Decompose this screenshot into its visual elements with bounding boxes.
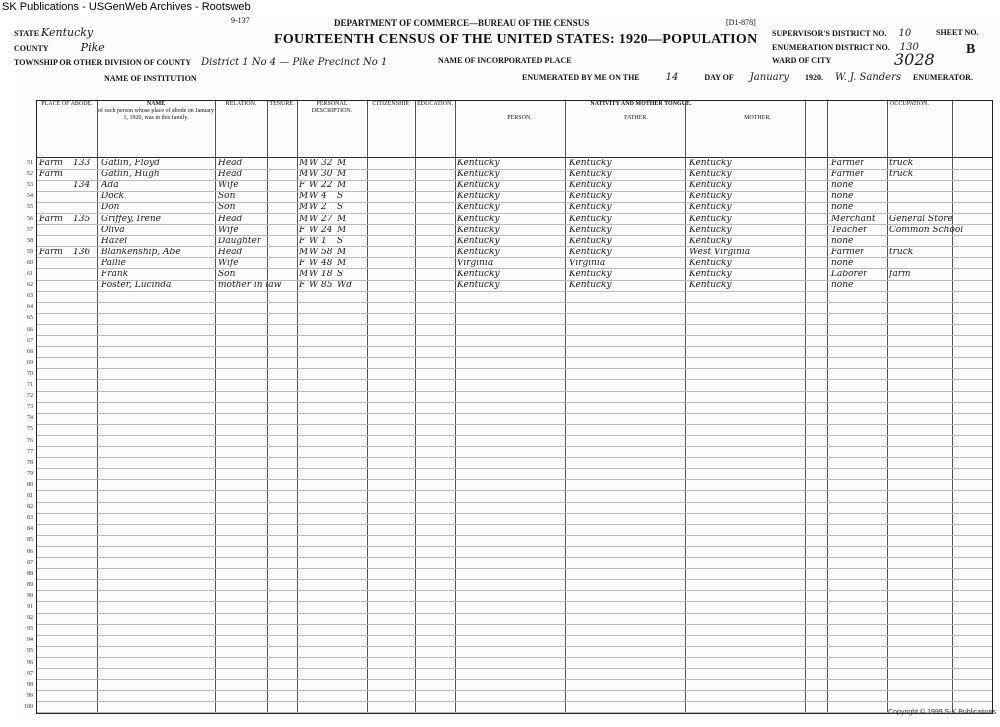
cell-occ: Merchant [831,214,876,224]
line-number: 98 [27,681,33,688]
col-personal-description: PERSONAL DESCRIPTION. [297,101,368,157]
cell-age: 2 [321,203,327,213]
day-of-label: DAY OF [704,73,734,82]
line-number: 58 [27,237,33,244]
line-number: 66 [27,326,33,333]
line-number: 69 [27,359,33,366]
cell-fbirth: Kentucky [569,270,612,279]
line-number: 81 [27,493,33,499]
line-number: 73 [27,404,33,411]
cell-sex: M [299,159,309,168]
cell-name: Dock [101,192,125,202]
table-row-empty [27,370,992,381]
cell-rel: Head [218,170,243,180]
page-title: FOURTEENTH CENSUS OF THE UNITED STATES: 1920—POPULATION [274,32,758,47]
line-number: 70 [27,370,33,377]
col-education: EDUCATION. [415,101,456,157]
enumerated-label: ENUMERATED BY ME ON THE [522,73,640,82]
table-row-empty [27,448,992,459]
cell-name: Gatlin, Hugh [101,170,160,180]
name-header-text: of each person whose place of abode on January 1, 1920, was in this family. [98,108,214,121]
cell-mbirth: Kentucky [689,181,732,191]
cell-name: Ada [101,181,119,191]
line-number: 51 [27,160,33,166]
line-number: 93 [27,626,33,633]
line-number: 71 [27,382,33,388]
line-number: 67 [27,337,33,344]
cell-fbirth: Kentucky [569,236,612,246]
cell-name: Hazel [101,236,128,246]
cell-birth: Kentucky [457,159,500,168]
line-number: 52 [27,171,33,178]
cell-occ: none [831,236,854,246]
year-label: 1920. [805,73,824,82]
cell-race: W [309,203,319,213]
line-number: 88 [27,570,33,577]
cell-sex: F [299,225,306,235]
table-row-empty [27,326,992,337]
line-number: 97 [27,670,33,677]
supervisor-label: SUPERVISOR'S DISTRICT NO. [772,29,887,38]
cell-race: W [309,170,319,180]
cell-race: W [309,225,319,235]
cell-age: 22 [321,181,333,191]
cell-age: 1 [321,236,327,246]
state-value: Kentucky [41,26,94,39]
line-number: 55 [27,204,33,211]
cell-rel: Wife [218,225,239,235]
col-tenure: TENURE. [267,101,298,157]
line-number: 53 [27,182,33,189]
table-row-empty [27,614,992,625]
cell-rel: mother in law [218,281,282,291]
cell-mar: M [337,214,347,224]
cell-sex: M [299,247,309,257]
cell-rel: Head [218,247,243,257]
table-row [27,236,992,248]
line-number: 74 [27,415,33,422]
cell-dwelling: Farm [39,214,63,224]
cell-name: Frank [101,270,129,279]
table-row-empty [27,659,992,670]
county-label: COUNTY [14,44,49,53]
cell-mar: M [337,170,347,180]
township-label: TOWNSHIP OR OTHER DIVISION OF COUNTY [14,58,192,67]
table-row-empty [27,536,992,547]
cell-name: Pallie [101,258,126,268]
cell-age: 4 [321,192,327,202]
table-row-empty [27,636,992,647]
table-row [27,214,992,226]
cell-occ: Farmer [831,170,865,180]
sheet-label: SHEET NO. [936,28,979,37]
cell-occ: Farmer [831,159,865,168]
table-row [27,203,992,214]
line-number: 63 [27,293,33,300]
cell-birth: Kentucky [457,236,500,246]
sub-person: PERSON. [507,115,532,121]
cell-mbirth: Kentucky [689,270,732,279]
table-row-empty [27,514,992,525]
cell-fbirth: Kentucky [569,170,612,180]
cell-ind: truck [889,170,914,180]
line-number: 83 [27,515,33,522]
cell-fbirth: Kentucky [569,247,612,257]
table-row-empty [27,381,992,392]
cell-age: 27 [321,214,333,224]
cell-age: 58 [321,247,333,257]
cell-sex: M [299,170,309,180]
cell-rel: Son [218,192,236,202]
cell-mbirth: Kentucky [689,203,732,213]
cell-race: W [309,281,319,291]
table-row-empty [27,359,992,370]
table-row [27,192,992,203]
cell-age: 85 [321,281,333,291]
form-number: 9-137 [231,16,250,25]
cell-mar: S [337,236,344,246]
line-number: 91 [27,604,33,610]
cell-race: W [309,214,319,224]
line-number: 62 [27,282,33,289]
table-row-empty [27,559,992,570]
table-row-empty [27,425,992,436]
cell-occ: none [831,258,854,268]
cell-race: W [309,236,319,246]
cell-name: Oliva [101,225,125,235]
line-number: 68 [27,348,33,355]
line-number: 82 [27,504,33,511]
cell-fbirth: Kentucky [569,181,612,191]
line-number: 89 [27,581,33,588]
col-place-of-abode: PLACE OF ABODE. [37,101,98,157]
supervisor-value: 10 [898,28,912,39]
line-number: 56 [27,215,33,222]
table-row-empty [27,681,992,692]
line-number: 59 [27,248,33,255]
table-row [27,170,992,181]
state-label: STATE [14,29,40,38]
cell-age: 48 [321,258,333,268]
cell-sex: F [299,181,306,191]
cell-occ: none [831,281,854,291]
cell-mbirth: Kentucky [689,225,732,235]
enumerator-label: ENUMERATOR. [913,73,973,82]
col-citizenship: CITIZENSHIP. [367,101,416,157]
table-row-empty [27,414,992,425]
line-number: 94 [27,637,33,644]
table-row-empty [27,437,992,448]
line-number: 57 [27,226,33,233]
cell-dwelling: Farm [39,159,63,168]
cell-ind: truck [889,159,914,168]
col-nativity: NATIVITY AND MOTHER TONGUE. PERSON. FATHER. MOTHER. [455,101,828,157]
archive-banner: SK Publications - USGenWeb Archives - Rootsweb [2,1,251,13]
cell-fbirth: Kentucky [569,203,612,213]
cell-sex: F [299,236,306,246]
cell-ind: Common School [889,225,964,235]
census-sheet [14,14,1000,718]
cell-birth: Kentucky [457,181,500,191]
cell-sex: M [299,192,309,202]
cell-mar: S [337,192,344,202]
table-row-empty [27,525,992,536]
table-row-empty [27,503,992,514]
cell-birth: Kentucky [457,225,500,235]
form-code: [D1-878] [726,18,756,27]
table-row-empty [27,481,992,492]
cell-fam: 136 [73,247,91,257]
table-row-empty [27,314,992,325]
department-heading: DEPARTMENT OF COMMERCE—BUREAU OF THE CENSUS [334,18,590,28]
institution-label: NAME OF INSTITUTION [104,74,197,83]
cell-birth: Virginia [457,258,494,268]
cell-sex: F [299,258,306,268]
cell-mar: M [337,181,347,191]
cell-name: Griffey, Irene [101,214,161,224]
cell-rel: Wife [218,181,239,191]
cell-birth: Kentucky [457,192,500,202]
cell-race: W [309,192,319,202]
col-relation: RELATION. [215,101,268,157]
table-row-empty [27,647,992,658]
cell-name: Don [101,203,120,213]
cell-mar: Wd [337,281,353,291]
table-row-empty [27,548,992,559]
line-number: 80 [27,481,33,488]
line-number: 61 [27,271,33,277]
cell-name: Gatlin, Floyd [101,159,160,168]
line-number: 78 [27,459,33,466]
table-row [27,281,992,292]
line-number: 100 [24,703,33,710]
cell-race: W [309,181,319,191]
ward-label: WARD OF CITY [772,56,832,65]
cell-birth: Kentucky [457,281,500,291]
cell-fbirth: Kentucky [569,159,612,168]
cell-mar: M [337,225,347,235]
copyright-notice: Copyright © 1999 S-K Publications [888,709,996,716]
line-number: 65 [27,315,33,322]
sub-father: FATHER. [624,115,648,121]
line-number: 72 [27,393,33,400]
cell-mar: M [337,159,347,168]
cell-rel: Head [218,214,243,224]
cell-dwelling: Farm [39,170,63,180]
line-number: 75 [27,426,33,433]
cell-mbirth: West Virginia [689,247,751,257]
cell-birth: Kentucky [457,214,500,224]
cell-occ: none [831,192,854,202]
cell-ind: farm [889,270,911,279]
cell-race: W [309,247,319,257]
cell-sex: F [299,281,306,291]
cell-fbirth: Kentucky [569,281,612,291]
table-row-empty [27,692,992,703]
cell-birth: Kentucky [457,203,500,213]
table-row [27,258,992,270]
cell-name: Blankenship, Abe [101,247,181,257]
cell-mar: M [337,247,347,257]
table-row-empty [27,603,992,614]
table-row-empty [24,703,992,714]
cell-fam: 133 [73,159,91,168]
cell-age: 18 [321,270,333,279]
cell-dwelling: Farm [39,247,63,257]
table-row-empty [27,292,992,303]
cell-occ: none [831,181,854,191]
cell-race: W [309,159,319,168]
table-row-empty [27,625,992,636]
cell-age: 30 [321,170,333,180]
cell-fbirth: Virginia [569,258,606,268]
line-number: 90 [27,592,33,599]
cell-occ: Farmer [831,247,865,257]
enumeration-value: 130 [899,42,919,53]
cell-mbirth: Kentucky [689,170,732,180]
table-row-empty [27,470,992,481]
cell-occ: none [831,203,854,213]
county-value: Pike [80,41,105,54]
cell-race: W [309,258,319,268]
cell-rel: Son [218,270,236,279]
cell-mar: S [337,270,344,279]
col-name: NAME of each person whose place of abode on January 1, 1920, was in this family. [97,101,216,157]
cell-birth: Kentucky [457,247,500,257]
cell-rel: Daughter [218,236,262,246]
cell-birth: Kentucky [457,170,500,180]
township-value: District 1 No 4 — Pike Precinct No 1 [201,57,388,68]
cell-occ: Teacher [831,225,868,235]
table-row [27,159,992,170]
enumeration-day: 14 [665,72,679,83]
cell-race: W [309,270,319,279]
table-row-empty [27,392,992,403]
cell-mbirth: Kentucky [689,192,732,202]
line-number: 99 [27,692,33,699]
cell-mbirth: Kentucky [689,258,732,268]
table-row-empty [27,348,992,359]
line-number: 60 [27,259,33,266]
cell-mbirth: Kentucky [689,159,732,168]
cell-rel: Son [218,203,236,213]
line-number: 95 [27,648,33,655]
table-row [27,270,992,281]
table-row [27,247,992,259]
cell-age: 32 [321,159,333,168]
table-row-empty [27,670,992,681]
cell-sex: M [299,214,309,224]
cell-ind: General Store [889,214,953,224]
line-number: 85 [27,537,33,544]
cell-ind: truck [889,247,914,257]
cell-rel: Head [218,159,243,168]
line-number: 77 [27,448,33,455]
cell-mbirth: Kentucky [689,236,732,246]
cell-fam: 135 [73,214,91,224]
table-row [27,181,992,192]
table-row-empty [27,581,992,592]
census-table [24,100,993,714]
line-number: 76 [27,437,33,444]
line-number: 79 [27,470,33,477]
table-row-empty [27,492,992,503]
table-row-empty [27,570,992,581]
table-row-empty [27,459,992,470]
line-number: 84 [27,526,33,533]
cell-fam: 134 [73,181,91,191]
table-row-empty [27,303,992,314]
cell-fbirth: Kentucky [569,214,612,224]
cell-occ: Laborer [831,270,868,279]
sheet-value: 3028 [894,50,935,69]
cell-rel: Wife [218,258,239,268]
cell-fbirth: Kentucky [569,225,612,235]
line-number: 92 [27,615,33,622]
cell-birth: Kentucky [457,270,500,279]
cell-mbirth: Kentucky [689,281,732,291]
line-number: 86 [27,548,33,555]
sub-mother: MOTHER. [744,115,771,121]
line-number: 96 [27,659,33,666]
enumerator-name: W. J. Sanders [835,72,902,83]
cell-mbirth: Kentucky [689,214,732,224]
cell-mar: M [337,258,347,268]
table-row [27,225,992,237]
incorporated-label: NAME OF INCORPORATED PLACE [438,56,572,65]
col-occupation: OCCUPATION. [890,101,929,107]
cell-mar: S [337,203,344,213]
enumeration-month: January [749,72,790,83]
table-row-empty [27,403,992,414]
table-row-empty [27,337,992,348]
enumeration-label: ENUMERATION DISTRICT NO. [772,43,890,52]
sheet-letter: B [966,42,976,57]
cell-sex: M [299,270,309,279]
cell-name: Foster, Lucinda [101,281,172,291]
line-number: 87 [27,559,33,566]
cell-sex: M [299,203,309,213]
line-number: 54 [27,193,33,200]
line-number: 64 [27,304,33,311]
cell-fbirth: Kentucky [569,192,612,202]
cell-age: 24 [321,225,333,235]
table-row-empty [27,592,992,603]
